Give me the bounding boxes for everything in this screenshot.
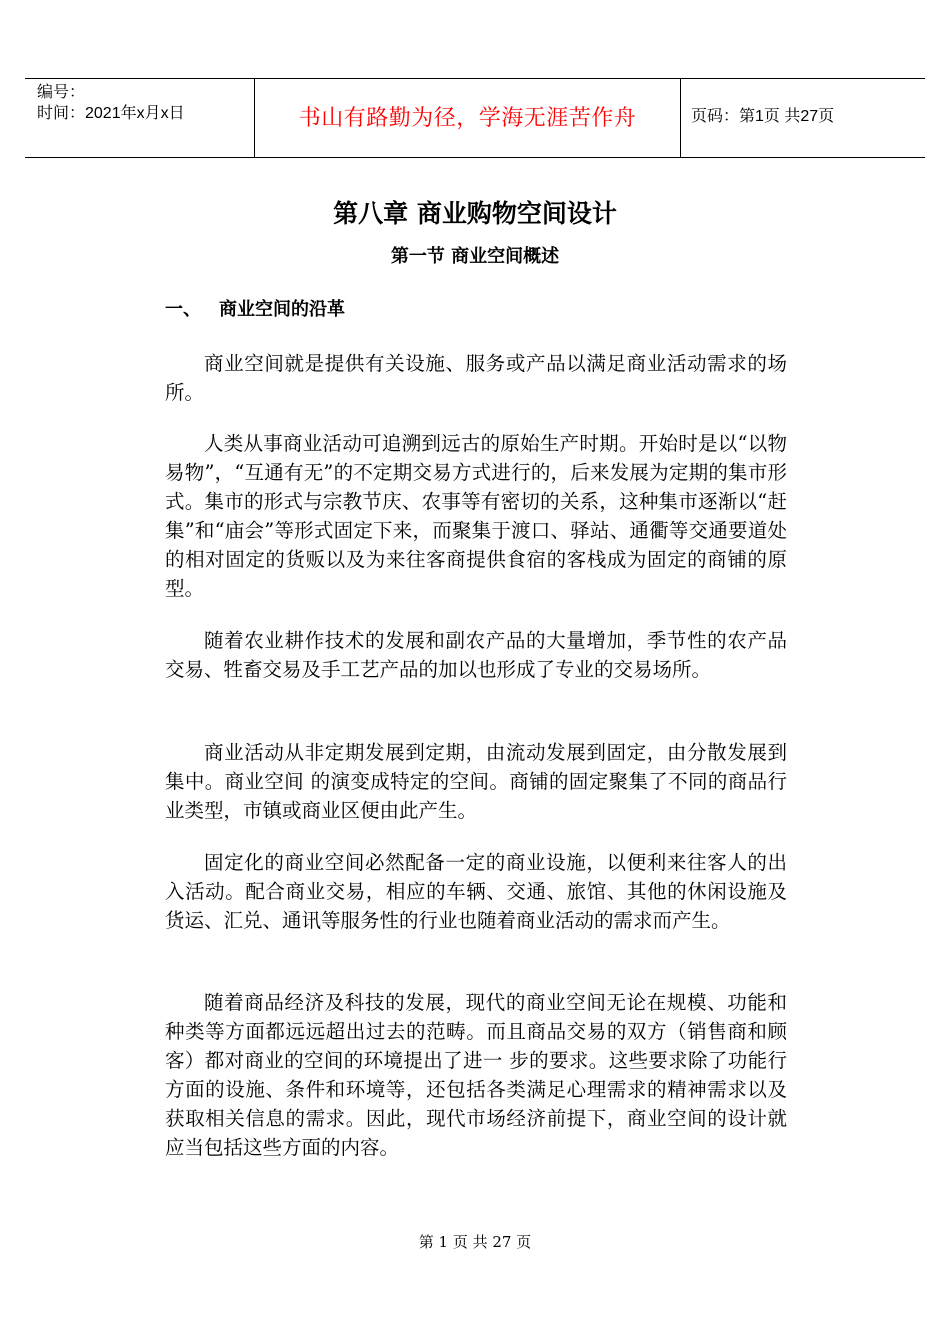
document-number-label: 编号： — [37, 84, 86, 101]
header-page-info: 页码：第1页 共27页 — [691, 108, 835, 125]
paragraph: 商业活动从非定期发展到定期，由流动发展到固定，由分散发展到集中。商业空间 的演变成特定的空间。商铺的固定聚集了不同的商品行业类型，市镇或商业区便由此产生。 — [165, 741, 787, 822]
subheading-number: 一、 — [165, 299, 201, 320]
header-motto-cell — [255, 79, 681, 157]
paragraph: 人类从事商业活动可追溯到远古的原始生产时期。开始时是以“以物易物”，“互通有无”的不定期交易方式进行的，后来发展为定期的集市形式。集市的形式与宗教节庆、农事等有密切的关系，这种集市逐渐以“赶集”和“庙会”等形式固定下来，而聚集于渡口、驿站、通衢等交通要道处的相对固定的货贩以及为来往客商提供食宿的客栈成为固定的商铺的原型。 — [165, 432, 787, 600]
chapter-title: 第八章 商业购物空间设计 — [333, 199, 617, 228]
header-motto: 书山有路勤为径，学海无涯苦作舟 — [298, 106, 637, 131]
paragraph: 随着农业耕作技术的发展和副农产品的大量增加，季节性的农产品交易、牲畜交易及手工艺产品的加以也形成了专业的交易场所。 — [165, 629, 787, 681]
paragraph: 随着商品经济及科技的发展，现代的商业空间无论在规模、功能和种类等方面都远远超出过去的范畴。而且商品交易的双方（销售商和顾客）都对商业的空间的环境提出了进一 步的要求。这些要求除了功能行方面的设施、条件和环境等，还包括各类满足心理需求的精神需求以及获取相关信息的需求。因此，现代市场经济前提下，商业空间的设计就应当包括这些方面的内容。 — [165, 991, 787, 1159]
document-time-label: 时间：2021年x月x日 — [37, 105, 185, 122]
header-left-cell — [25, 79, 255, 157]
header-page-cell — [681, 79, 925, 157]
page-footer: 第 1 页 共 27 页 — [418, 1233, 532, 1251]
paragraph: 商业空间就是提供有关设施、服务或产品以满足商业活动需求的场所。 — [165, 352, 787, 404]
section-title: 第一节 商业空间概述 — [390, 246, 560, 267]
paragraph: 固定化的商业空间必然配备一定的商业设施，以便利来往客人的出入活动。配合商业交易，相应的车辆、交通、旅馆、其他的休闲设施及货运、汇兑、通讯等服务性的行业也随着商业活动的需求而产生。 — [165, 851, 787, 932]
subheading — [165, 297, 345, 323]
document-header — [25, 78, 925, 158]
subheading-text: 商业空间的沿革 — [219, 299, 345, 320]
